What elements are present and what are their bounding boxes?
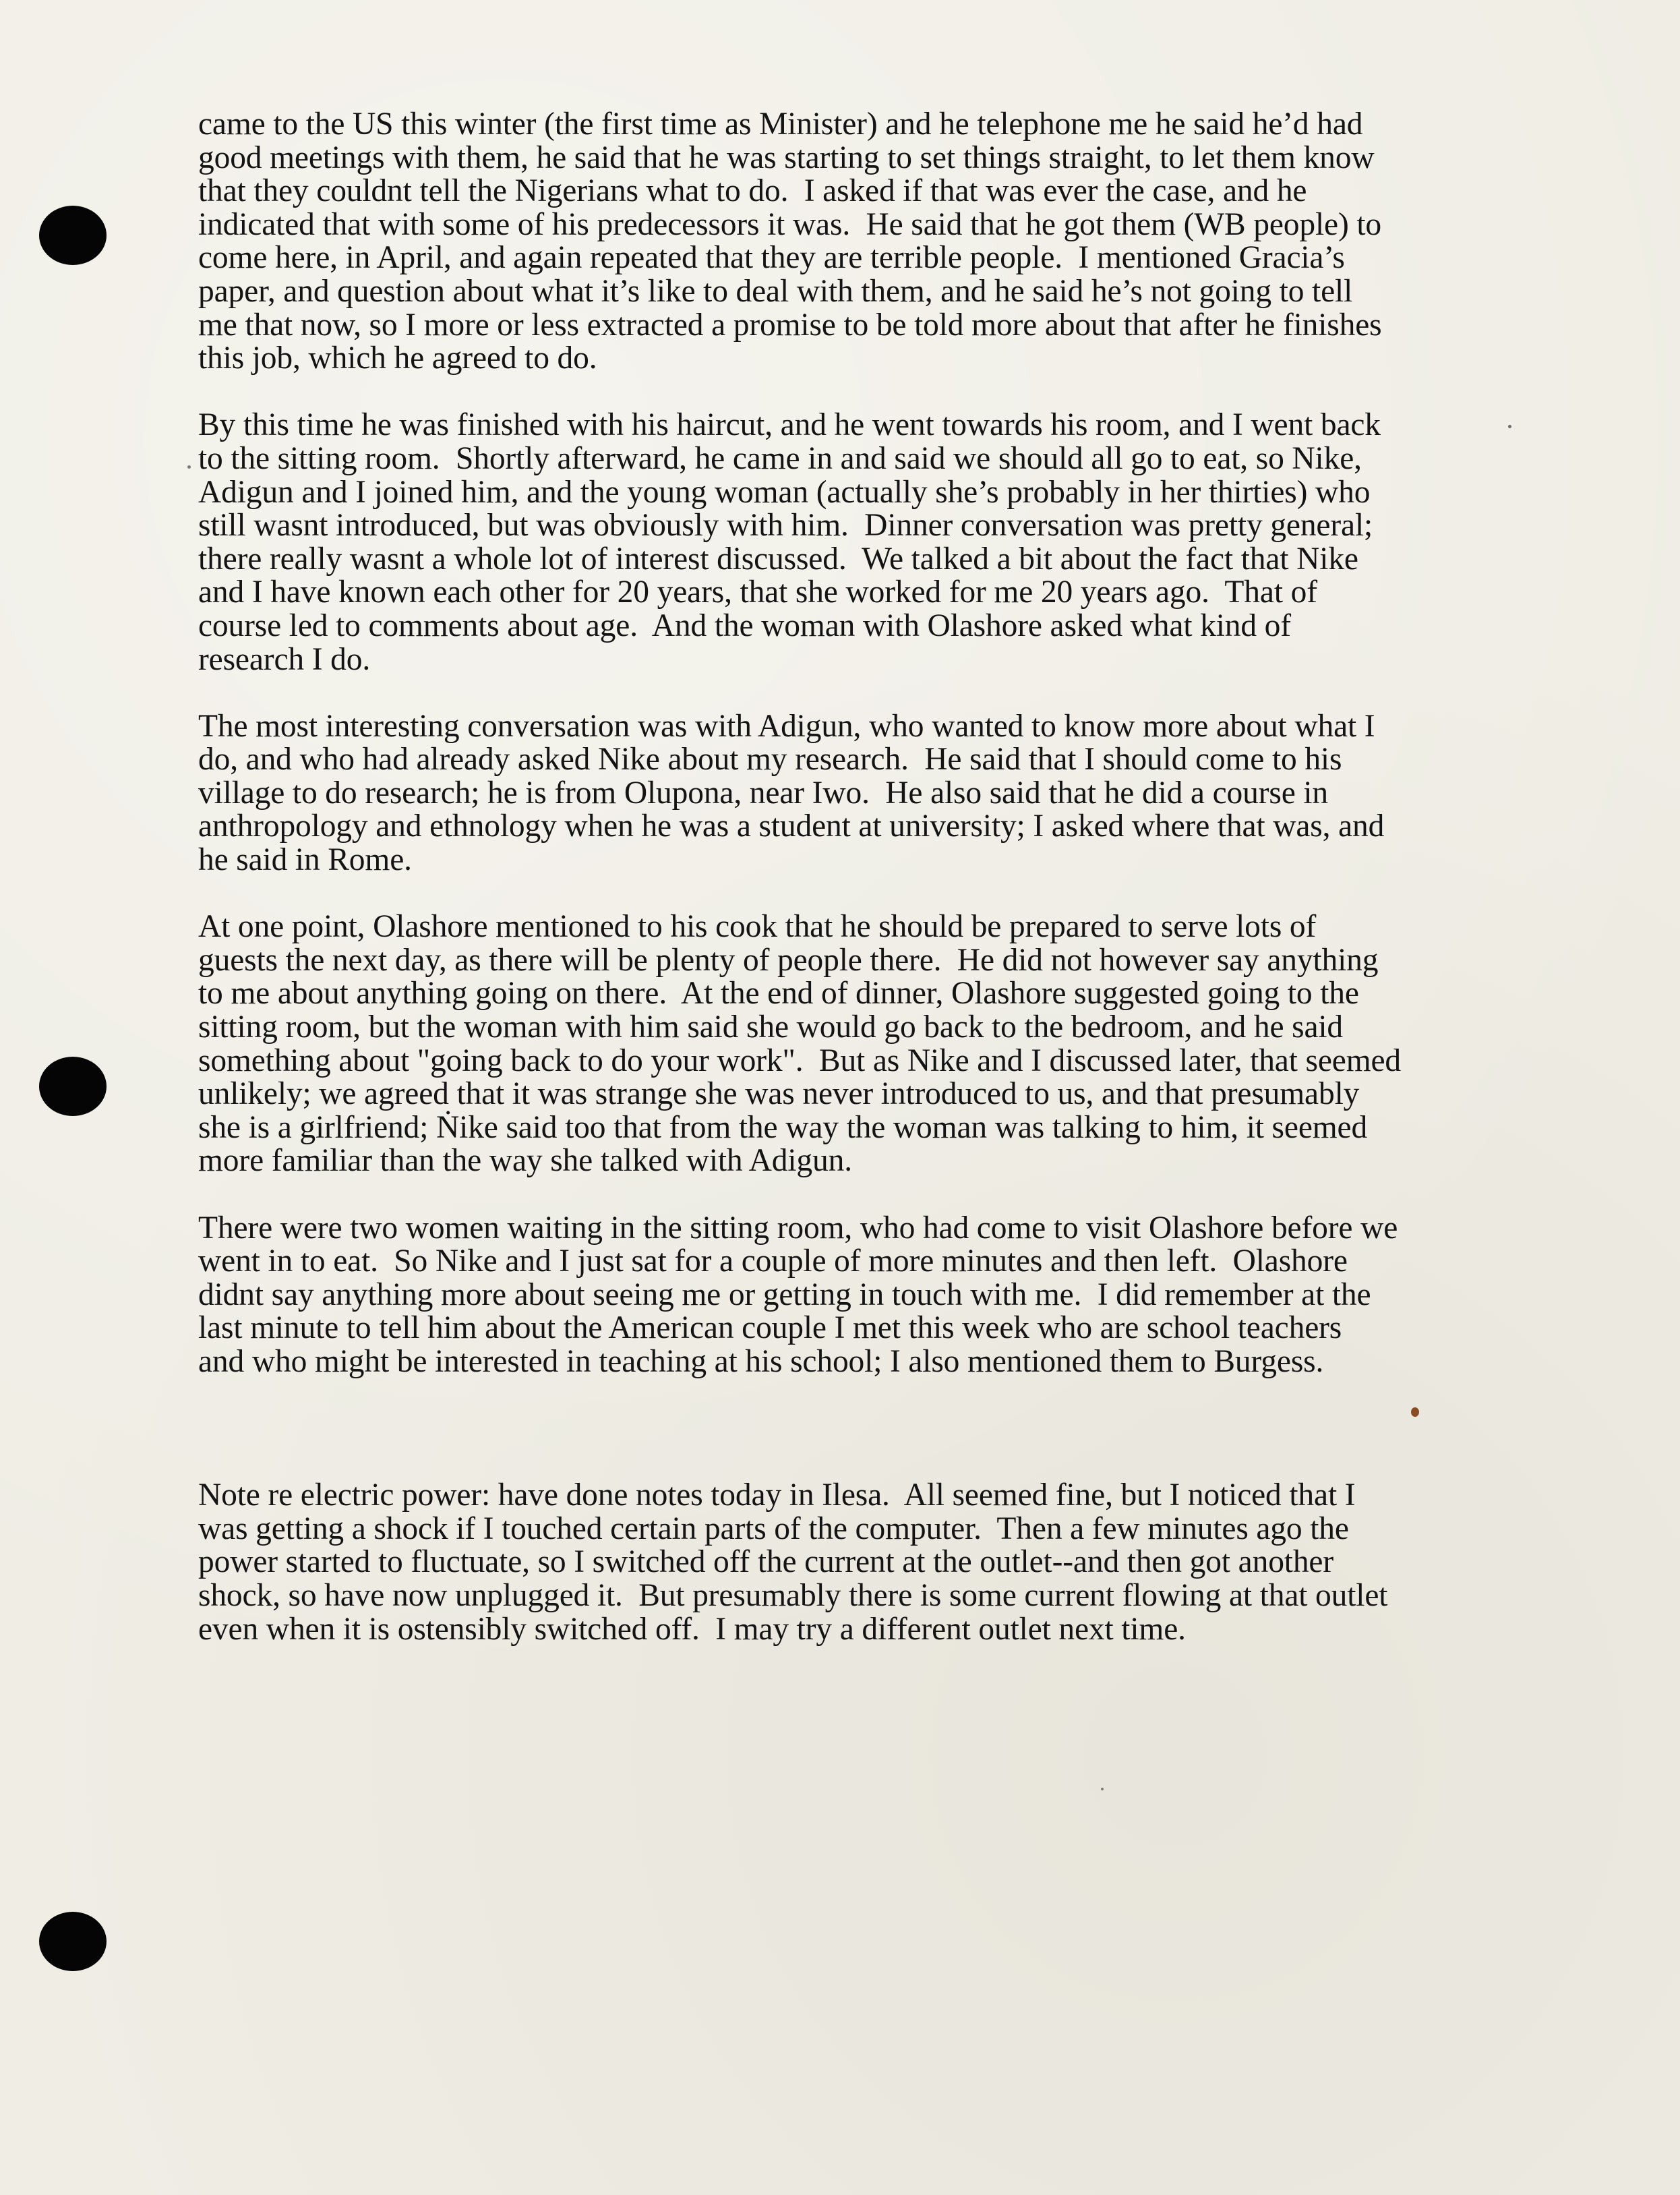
punch-hole-middle bbox=[39, 1057, 107, 1116]
punch-hole-bottom bbox=[39, 1912, 107, 1971]
text-line: paper, and question about what it’s like to deal with them, and he said he’s not going to tell bbox=[198, 273, 1353, 309]
text-line: more familiar than the way she talked with Adigun. bbox=[198, 1143, 852, 1179]
paragraph-5 bbox=[198, 1212, 1506, 1379]
text-line: The most interesting conversation was with Adigun, who wanted to know more about what I bbox=[198, 708, 1375, 744]
paragraph-4 bbox=[198, 910, 1506, 1178]
paragraph-1 bbox=[198, 108, 1506, 376]
paper-speck bbox=[187, 465, 191, 469]
paper-speck bbox=[1101, 1788, 1104, 1790]
text-line: she is a girlfriend; Ṅike said too that from the way the woman was talking to him, it seemed bbox=[198, 1109, 1368, 1145]
text-line: and who might be interested in teaching at his school; I also mentioned them to Burgess. bbox=[198, 1343, 1324, 1379]
document-body bbox=[198, 108, 1506, 1680]
text-line: At one point, Olashore mentioned to his cook that he should be prepared to serve lots of bbox=[198, 909, 1317, 945]
text-line: that they couldnt tell the Nigerians what to do. I asked if that was ever the case, and he bbox=[198, 173, 1307, 209]
text-line: There were two women waiting in the sitting room, who had come to visit Olashore before we bbox=[198, 1210, 1398, 1246]
text-line: power started to fluctuate, so I switched off the current at the outlet--and then got another bbox=[198, 1544, 1334, 1580]
section-gap bbox=[198, 1412, 1506, 1479]
punch-hole-top bbox=[39, 206, 107, 265]
text-line: and I have known each other for 20 years, that she worked for me 20 years ago. That of bbox=[198, 575, 1317, 610]
text-line: even when it is ostensibly switched off. I may try a different outlet next time. bbox=[198, 1611, 1186, 1647]
paper-speck bbox=[1508, 425, 1511, 428]
text-line: there really wasnt a whole lot of interest discussed. We talked a bit about the fact that Nike bbox=[198, 541, 1358, 577]
text-line: village to do research; he is from Olupona, near Iwo. He also said that he did a course in bbox=[198, 775, 1329, 811]
text-line: Adigun and I joined him, and the young woman (actually she’s probably in her thirties) who bbox=[198, 474, 1371, 510]
text-line: he said in Rome. bbox=[198, 842, 412, 878]
text-line: come here, in April, and again repeated that they are terrible people. I mentioned Gracia’s bbox=[198, 240, 1345, 276]
text-line: By this time he was finished with his haircut, and he went towards his room, and I went back bbox=[198, 407, 1381, 443]
text-line: me that now, so I more or less extracted a promise to be told more about that after he finishes bbox=[198, 307, 1382, 343]
text-line: guests the next day, as there will be plenty of people there. He did not however say anything bbox=[198, 942, 1379, 978]
text-line: good meetings with them, he said that he was starting to set things straight, to let them know bbox=[198, 140, 1375, 175]
text-line: this job, which he agreed to do. bbox=[198, 341, 597, 376]
text-line: Note re electric power: have done notes today in Ilesa. All seemed fine, but I noticed that I bbox=[198, 1477, 1356, 1513]
text-line: was getting a shock if I touched certain parts of the computer. Then a few minutes ago the bbox=[198, 1511, 1349, 1546]
paragraph-3 bbox=[198, 710, 1506, 877]
text-line: do, and who had already asked Nike about my research. He said that I should come to his bbox=[198, 742, 1342, 778]
text-line: research I do. bbox=[198, 641, 371, 677]
text-line: course led to comments about age. And the woman with Olashore asked what kind of bbox=[198, 608, 1291, 643]
text-line: sitting room, but the woman with him said she would go back to the bedroom, and he said bbox=[198, 1009, 1344, 1045]
text-line: last minute to tell him about the American couple I met this week who are school teachers bbox=[198, 1310, 1342, 1346]
text-line: shock, so have now unplugged it. But presumably there is some current flowing at that outlet bbox=[198, 1577, 1388, 1613]
text-line: to the sitting room. Shortly afterward, he came in and said we should all go to eat, so Nike, bbox=[198, 440, 1362, 476]
paragraph-6 bbox=[198, 1479, 1506, 1646]
text-line: something about "going back to do your work". But as Nike and I discussed later, that seemed bbox=[198, 1043, 1402, 1078]
text-line: went in to eat. So Nike and I just sat for a couple of more minutes and then left. Olashore bbox=[198, 1243, 1348, 1279]
text-line: to me about anything going on there. At the end of dinner, Olashore suggested going to the bbox=[198, 976, 1359, 1012]
text-line: came to the US this winter (the first time as Minister) and he telephone me he said he’d had bbox=[198, 107, 1363, 142]
text-line: indicated that with some of his predecessors it was. He said that he got them (WB people) to bbox=[198, 206, 1381, 242]
text-line: still wasnt introduced, but was obviously with him. Dinner conversation was pretty general; bbox=[198, 508, 1373, 544]
text-line: unlikely; we agreed that it was strange she was never introduced to us, and that presumably bbox=[198, 1076, 1360, 1112]
text-line: anthropology and ethnology when he was a student at university; I asked where that was, and bbox=[198, 809, 1385, 844]
text-line: didnt say anything more about seeing me or getting in touch with me. I did remember at the bbox=[198, 1277, 1371, 1312]
paragraph-2 bbox=[198, 409, 1506, 676]
